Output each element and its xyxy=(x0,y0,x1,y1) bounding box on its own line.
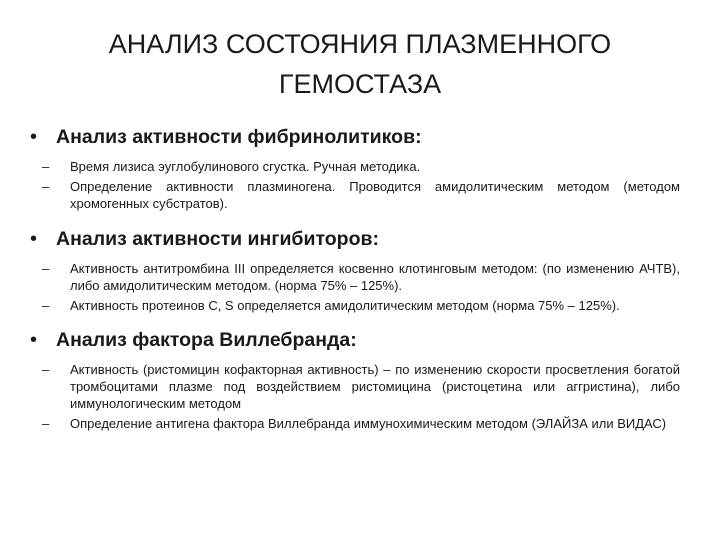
sub-item-text: Активность (ристомицин кофакторная активность) – по изменению скорости просветления богатой тромбоцитами плазме под воздействием ристомицина (ристоцетина или аггристина), либо иммунологическим методом xyxy=(70,362,680,411)
sub-item xyxy=(30,361,680,412)
sub-item xyxy=(30,158,680,175)
section-heading: Анализ активности фибринолитиков: xyxy=(56,126,422,148)
section-heading: Анализ фактора Виллебранда: xyxy=(56,329,357,351)
sub-list xyxy=(30,158,680,212)
bullet-item xyxy=(30,226,680,252)
bullet-icon: • xyxy=(30,126,38,148)
section-fibrinolytics xyxy=(30,124,680,212)
slide-title-line-2: ГЕМОСТАЗА xyxy=(278,69,442,99)
dash-icon: – xyxy=(42,159,50,174)
section-inhibitors xyxy=(30,226,680,314)
bullet-item xyxy=(30,327,680,353)
dash-icon: – xyxy=(42,261,50,276)
sub-item xyxy=(30,260,680,294)
section-heading: Анализ активности ингибиторов: xyxy=(56,228,379,250)
slide-content xyxy=(30,124,680,435)
sub-item-text: Определение антигена фактора Виллебранда иммунохимическим методом (ЭЛАЙЗА или ВИДАС) xyxy=(70,416,667,431)
dash-icon: – xyxy=(42,416,50,431)
sub-list xyxy=(30,361,680,432)
sub-item-text: Активность протеинов С, S определяется амидолитическим методом (норма 75% – 125%). xyxy=(70,298,620,313)
dash-icon: – xyxy=(42,362,50,377)
sub-item xyxy=(30,297,680,314)
sub-item-text: Определение активности плазминогена. Проводится амидолитическим методом (методом хромогенных субстратов). xyxy=(70,179,680,211)
section-von-willebrand xyxy=(30,327,680,432)
sub-item xyxy=(30,178,680,212)
dash-icon: – xyxy=(42,298,50,313)
slide-title xyxy=(60,24,660,104)
sub-item-text: Время лизиса эуглобулинового сгустка. Ручная методика. xyxy=(70,159,421,174)
bullet-item xyxy=(30,124,680,150)
sub-list xyxy=(30,260,680,314)
slide-title-line-1: АНАЛИЗ СОСТОЯНИЯ ПЛАЗМЕННОГО xyxy=(108,29,612,59)
bullet-icon: • xyxy=(30,329,38,351)
bullet-icon: • xyxy=(30,228,38,250)
dash-icon: – xyxy=(42,179,50,194)
sub-item-text: Активность антитромбина III определяется косвенно клотинговым методом: (по изменению АЧТВ), либо амидолитическим методом. (норма 75% – 125%). xyxy=(70,261,680,293)
sub-item xyxy=(30,415,680,432)
